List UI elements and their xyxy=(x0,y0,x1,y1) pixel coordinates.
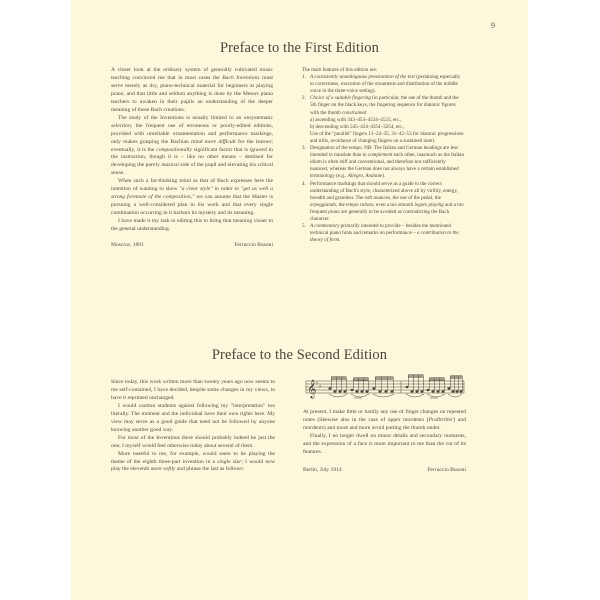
page-number: 9 xyxy=(491,21,495,30)
author: Ferruccio Busoni xyxy=(427,466,466,473)
paragraph: For most of the Inventions there should probably indeed be just the one; I myself would feel otherwise today about several of them. xyxy=(111,434,275,449)
svg-text:𝄞: 𝄞 xyxy=(307,379,317,398)
second-edition-right-column xyxy=(303,409,466,475)
list-item: 5. A commentary primarily intended to provide – besides the mentioned technical piano hints and remarks on performance – a contribution to the theory of form. xyxy=(302,223,459,244)
second-edition-title: Preface to the Second Edition xyxy=(211,347,388,363)
paragraph: A closer look at the ordinary system of generally cultivated music teaching convinced me that in most cases the Bach Inventions must serve merely as dry, piano-technical material for beginners at playing piano, and that little and seldom anything is done by the Messrs piano teachers to awaken in their pupils an understanding of the deeper meaning of these Bach creations. xyxy=(111,67,273,113)
features-intro: The main features of this edition are: xyxy=(302,67,378,73)
second-edition-left-column xyxy=(111,379,275,474)
place-date: Moscow, 1891 xyxy=(111,242,144,249)
place-date: Berlin, July 1914 xyxy=(303,466,342,473)
signature xyxy=(111,242,273,250)
paragraph: I have made it my task in editing this to bring that meaning closer to the general understanding. xyxy=(111,218,273,233)
first-edition-left-column xyxy=(111,67,273,250)
book-page xyxy=(71,0,528,600)
list-item: 3. Designation of the tempo. NB: The Italian and German headings are less intended to translate than to complement each other, inasmuch as the Italian idiom is often stiff and conventional, and therefore not sufficiently nuanced, whereas the German does not always have a certain established terminology (e.g., Allegro, Andante). xyxy=(302,145,464,180)
music-staff-icon xyxy=(304,372,466,406)
svg-text:♯: ♯ xyxy=(319,384,322,390)
paragraph: More tasteful to me, for example, would seem to be playing the theme of the eighth three-part invention in a single slur; I would now play the eleventh more softly and phrase the last as follows: xyxy=(111,450,275,473)
paragraph: I would caution students against following my "interpretation" too literally. The moment and the individual have their own rights here. My view may serve as a good guide that need not be followed by anyone knowing another good way. xyxy=(111,402,275,433)
paragraph: At present, I make little or hardly any use of finger changes on repeated notes (likewise also in the case of upper mordents [Pralltriller] and mordents) and more and more avoid putting the thumb under. xyxy=(303,409,466,431)
first-edition-right-column xyxy=(302,67,465,244)
paragraph: Since today, this work written more than twenty years ago now seems to me self-contained, I have decided, despite some changes in my views, to have it reprinted unchanged. xyxy=(111,379,275,401)
paragraph: The study of the Inventions is usually limited to an unsystematic selection, the frequent use of erroneous or poorly-edited editions, provided with unreliable ornamentation and performance markings, only makes grasping the Bachian mind more difficult for the learner; eventually, it is the compositionally significant factor that is ignored in the instruction, though it is – like no other means – destined for developing the purely musical side of the pupil and elevating his critical sense. xyxy=(111,114,273,177)
list-item: 4. Performance markings that should serve as a guide to the correct understanding of Bach's style, characterized above all by virility, energy, breadth and grandeur. The soft nuances, the use of the pedal, the arpeggiando, the tempo rubato, even a too smooth legato playing and a too frequent piano are generally to be avoided as contradicting the Bach character. xyxy=(302,180,464,222)
paragraph: When such a far-thinking mind as that of Bach expresses here the intention of wanting to show "a clear style" in order to "get as well a strong foretaste of the composition," we can assume that the Master is pursuing a well-considered plan in his work and that every single combination occurring in it harbors its mystery and its meaning. xyxy=(111,178,273,217)
list-item: 1. A consistently unambiguous presentation of the text (pertaining especially to correctness, execution of the ornaments and distribution of the middle voice in the three-voice setting). xyxy=(302,74,461,95)
author: Ferruccio Busoni xyxy=(234,242,273,249)
list-item: 2. Choice of a suitable fingering (in particular, the use of the thumb and the 5th finger on the black keys, the fingering sequence for diatonic figures with the thumb constrained a) ascending with 343–454–4534–4523, etc., b) descending with 545–434–4354–3254, etc., Use of the "parallel" fingers 13–24–35, 31–42–53 for diatonic progressions and trills, avoidance of changing fingers on a sustained note). xyxy=(302,95,464,144)
paragraph: Finally, I no longer dwell on minor details and secondary moments, and the expression of a face is more important to me than the cut of its features. xyxy=(303,432,466,455)
signature xyxy=(303,467,466,475)
features-list xyxy=(302,74,465,244)
svg-text:♯: ♯ xyxy=(316,381,319,387)
first-edition-title: Preface to the First Edition xyxy=(219,40,380,56)
